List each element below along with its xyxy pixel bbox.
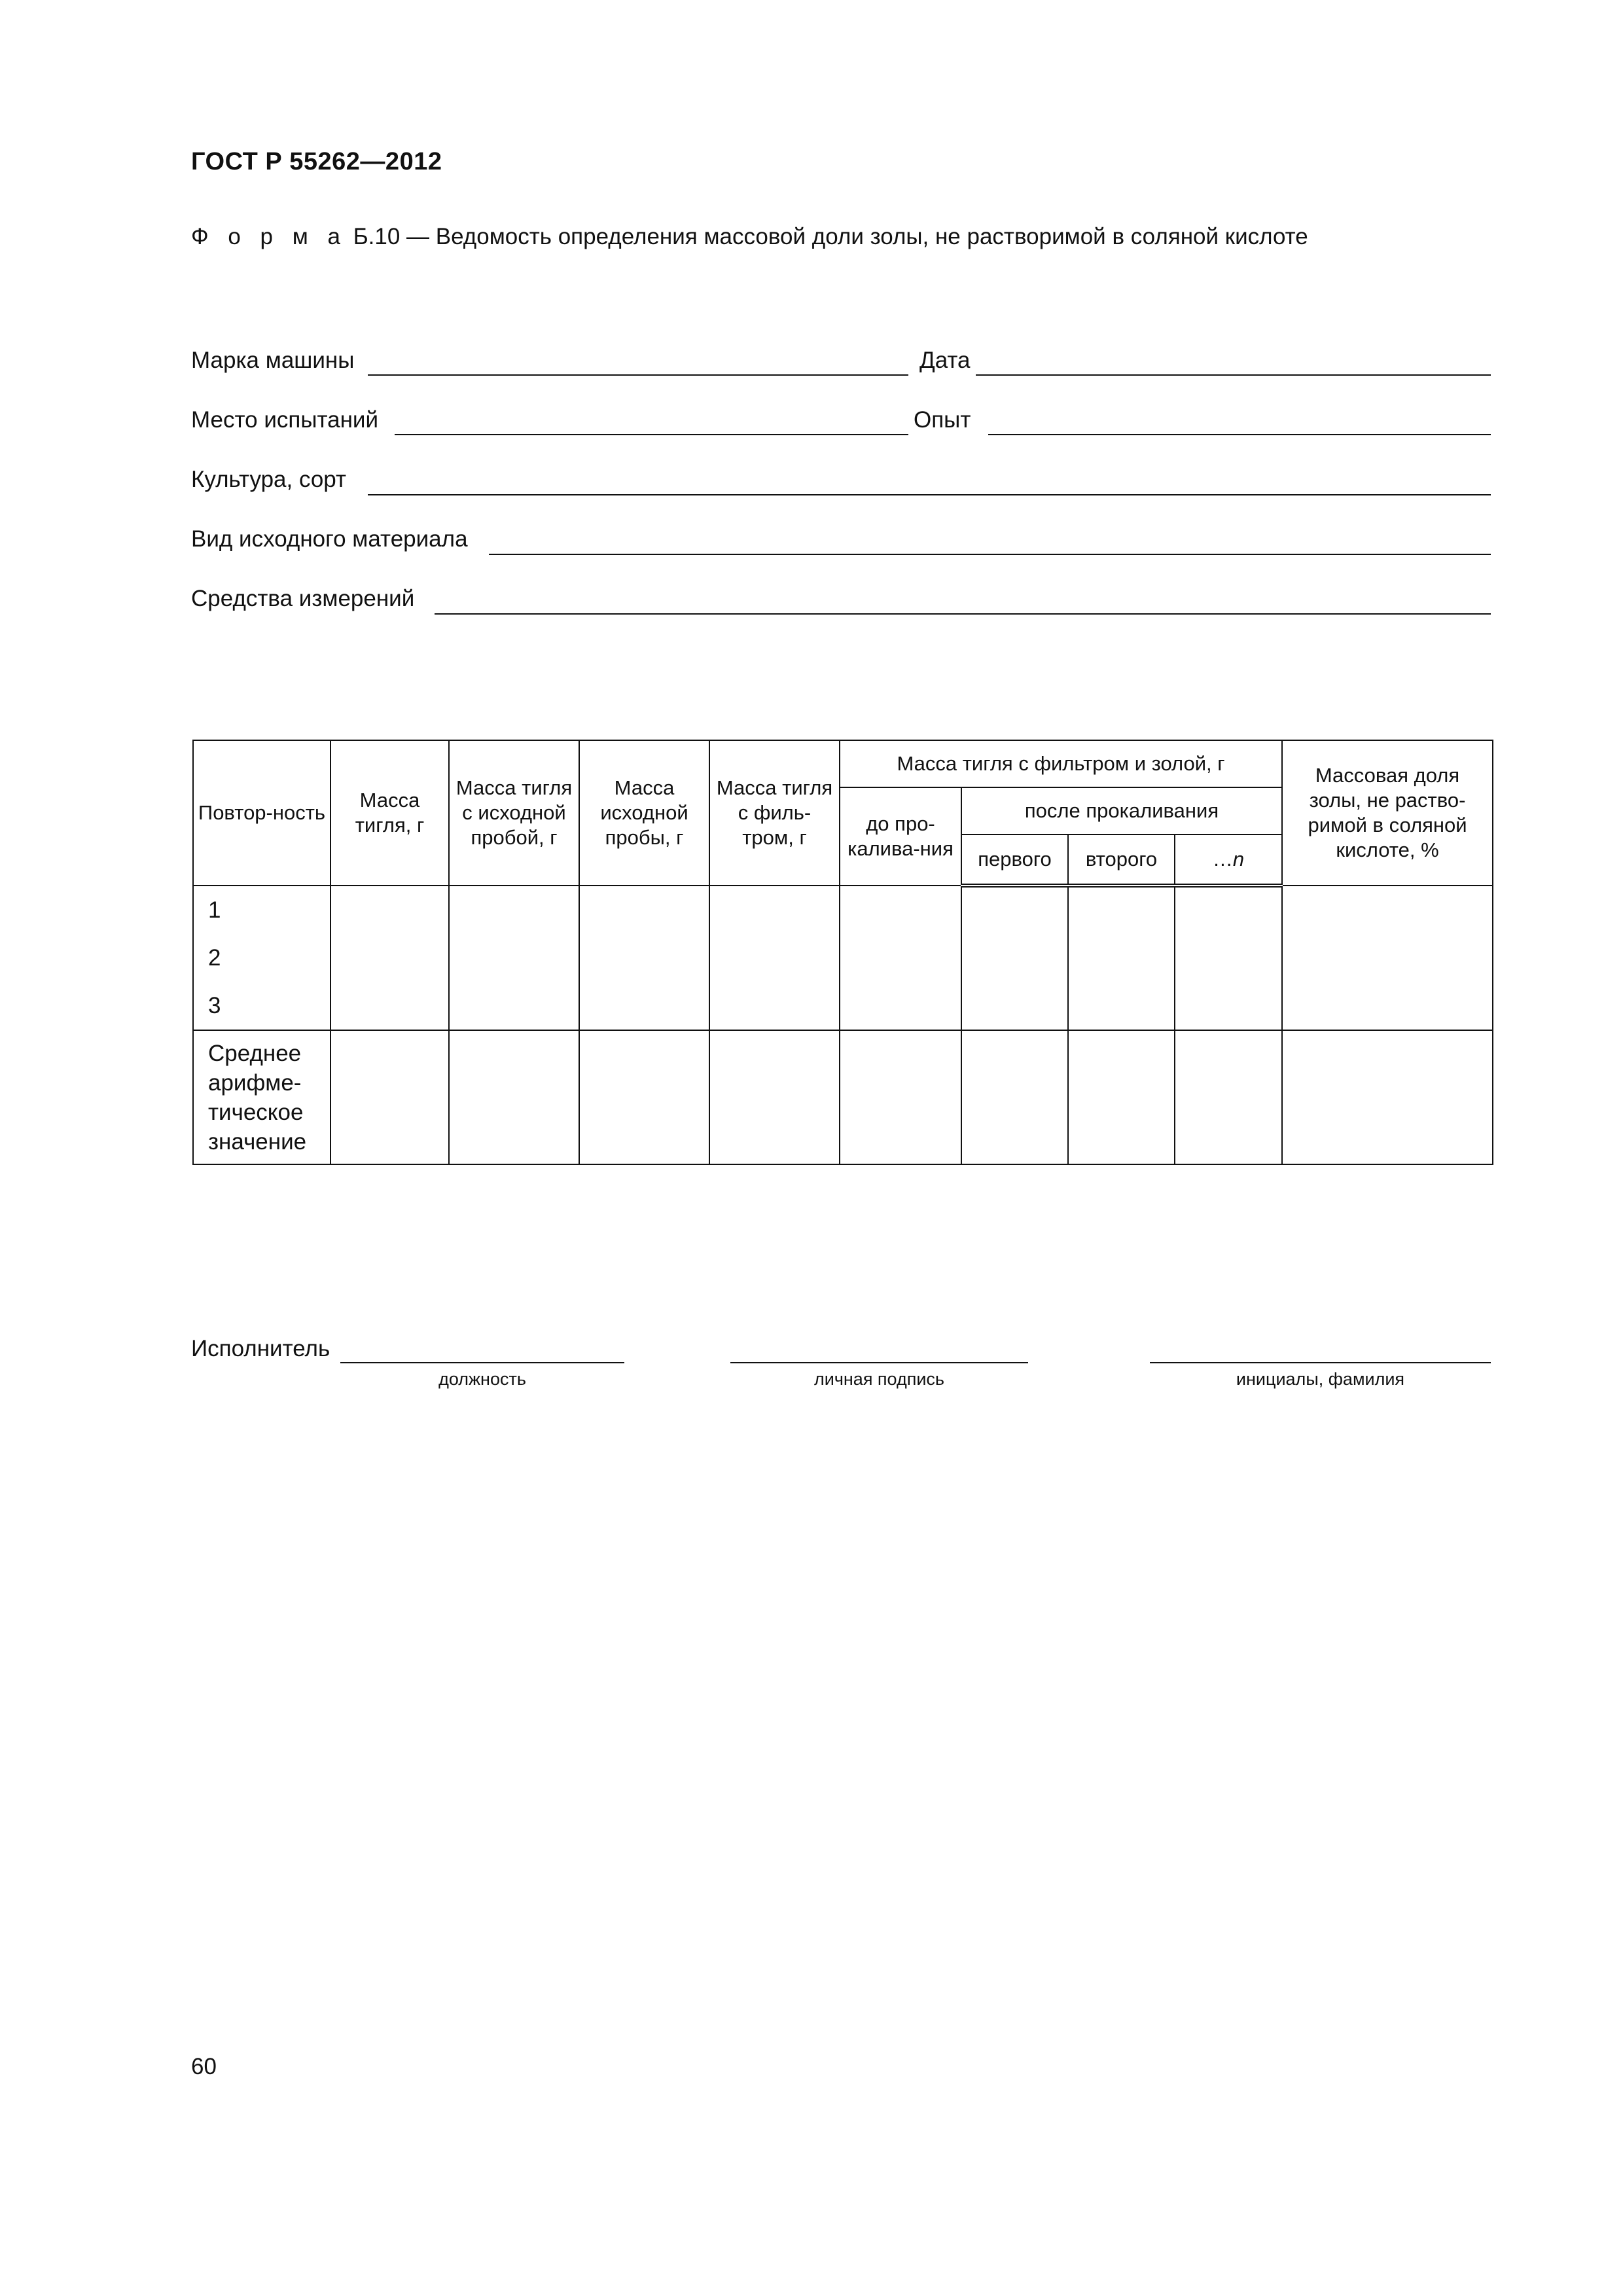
page-number: 60	[191, 2054, 217, 2079]
data-cell[interactable]	[840, 886, 961, 1030]
header-crucible-sample-mass: Масса тигля с исходной пробой, г	[449, 740, 579, 886]
field-input-place[interactable]	[395, 434, 908, 435]
data-cell[interactable]	[579, 1030, 709, 1164]
data-cell[interactable]	[579, 886, 709, 1030]
field-input-material[interactable]	[489, 554, 1491, 555]
data-cell[interactable]	[709, 1030, 840, 1164]
document-standard-number: ГОСТ Р 55262—2012	[191, 148, 442, 175]
repeat-number-2: 2	[208, 945, 221, 971]
form-caption	[191, 224, 1308, 250]
field-input-date[interactable]	[976, 374, 1491, 376]
repeat-number-1: 1	[208, 897, 221, 923]
field-label-crop: Культура, сорт	[191, 467, 347, 492]
ash-determination-table	[192, 740, 1493, 1165]
header-repeat: Повтор-ность	[193, 740, 330, 886]
header-crucible-filter-mass: Масса тигля с филь-тром, г	[709, 740, 840, 886]
header-sample-mass: Масса исходной пробы, г	[579, 740, 709, 886]
header-first: первого	[961, 834, 1068, 886]
position-caption: должность	[438, 1369, 526, 1389]
field-input-crop[interactable]	[368, 494, 1491, 495]
field-label-material: Вид исходного материала	[191, 526, 468, 552]
signature-caption: личная подпись	[813, 1369, 945, 1389]
data-cell[interactable]	[330, 1030, 449, 1164]
field-label-instruments: Средства измерений	[191, 586, 415, 611]
data-cell[interactable]	[1282, 886, 1493, 1030]
name-line[interactable]	[1150, 1362, 1491, 1363]
data-cell[interactable]	[1068, 1030, 1175, 1164]
name-caption: инициалы, фамилия	[1236, 1369, 1405, 1389]
position-line[interactable]	[340, 1362, 624, 1363]
data-cell[interactable]	[330, 886, 449, 1030]
header-group-after-calcination: после прокаливания	[961, 787, 1282, 834]
field-input-experiment[interactable]	[988, 434, 1491, 435]
header-before-calcination: до про-калива-ния	[840, 787, 961, 886]
field-label-date: Дата	[919, 348, 971, 373]
data-cell[interactable]	[961, 1030, 1068, 1164]
data-cell[interactable]	[449, 886, 579, 1030]
data-cell[interactable]	[709, 886, 840, 1030]
data-cell[interactable]	[961, 886, 1068, 1030]
data-cell[interactable]	[1175, 1030, 1282, 1164]
field-label-experiment: Опыт	[914, 407, 971, 433]
data-cell[interactable]	[840, 1030, 961, 1164]
data-cell[interactable]	[1068, 886, 1175, 1030]
field-input-machine[interactable]	[368, 374, 908, 376]
header-crucible-mass: Масса тигля, г	[330, 740, 449, 886]
signature-line[interactable]	[730, 1362, 1028, 1363]
form-caption-text: Б.10 — Ведомость определения массовой доли золы, не растворимой в соляной кислоте	[346, 224, 1308, 249]
average-label: Среднее арифме-тическое значение	[193, 1030, 330, 1164]
header-nth-ellipsis: …	[1212, 848, 1233, 870]
data-cell[interactable]	[1282, 1030, 1493, 1164]
performer-label: Исполнитель	[191, 1336, 330, 1361]
header-nth	[1175, 834, 1282, 886]
header-result: Массовая доля золы, не раство-римой в соляной кислоте, %	[1282, 740, 1493, 886]
field-input-instruments[interactable]	[435, 613, 1491, 615]
header-second: второго	[1068, 834, 1175, 886]
header-group-ash-mass: Масса тигля с фильтром и золой, г	[840, 740, 1282, 787]
repeat-numbers-cell	[193, 886, 330, 1030]
header-nth-variable: n	[1232, 848, 1245, 870]
form-caption-prefix: Ф о р м а	[191, 224, 347, 249]
data-cell[interactable]	[449, 1030, 579, 1164]
repeat-number-3: 3	[208, 993, 221, 1018]
data-cell[interactable]	[1175, 886, 1282, 1030]
field-label-place: Место испытаний	[191, 407, 379, 433]
field-label-machine: Марка машины	[191, 348, 355, 373]
